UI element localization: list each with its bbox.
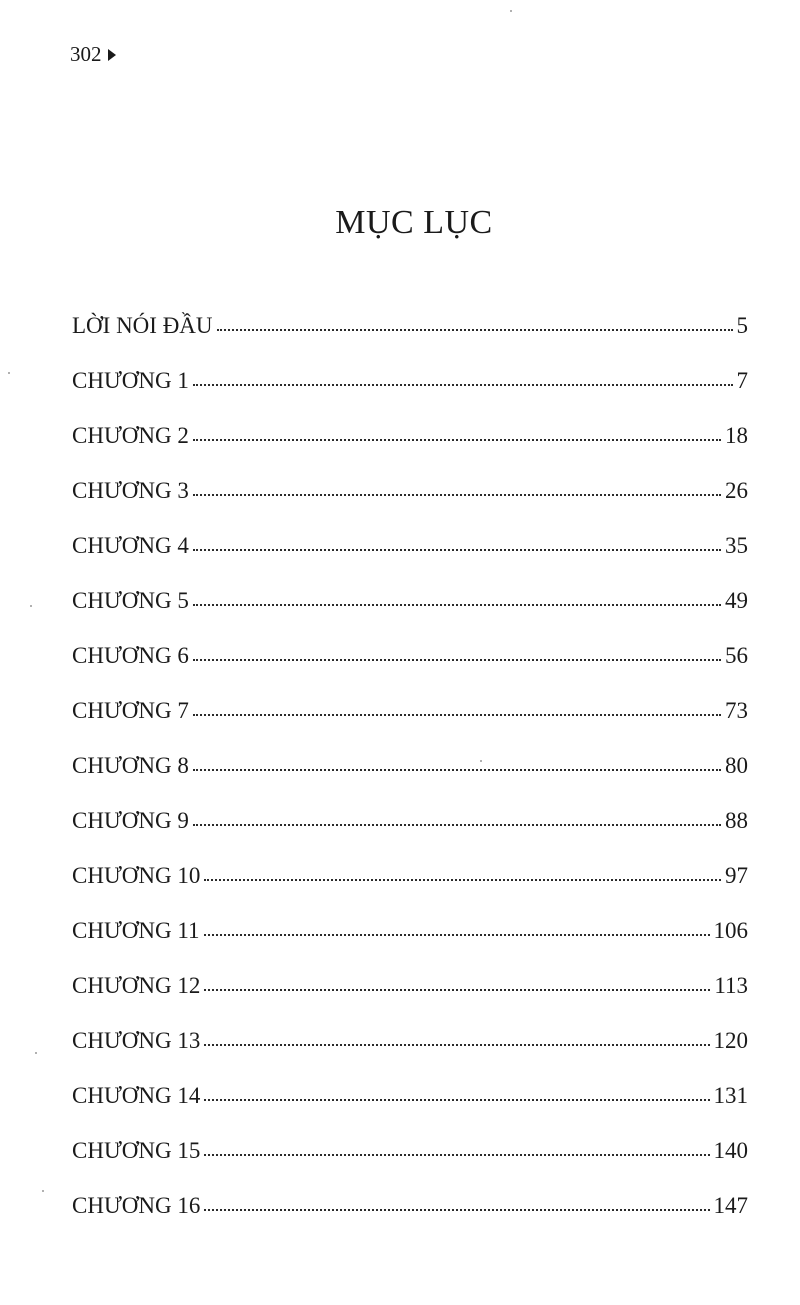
dot-leader: [204, 879, 721, 881]
dot-leader: [204, 1154, 709, 1156]
toc-entry-label: CHƯƠNG 15: [72, 1138, 201, 1163]
toc-entry-label: LỜI NÓI ĐẦU: [72, 313, 213, 338]
toc-entry-page: 147: [713, 1193, 748, 1218]
toc-entry[interactable]: [72, 1076, 748, 1131]
dot-leader: [193, 494, 721, 496]
dot-leader: [204, 934, 710, 936]
toc-entry-page: 26: [725, 478, 748, 503]
toc-entry-label: CHƯƠNG 14: [72, 1083, 201, 1108]
toc-entry-page: 140: [713, 1138, 748, 1163]
toc-entry-label: CHƯƠNG 9: [72, 808, 189, 833]
toc-entry-label: CHƯƠNG 16: [72, 1193, 201, 1218]
toc-entry-page: 7: [736, 368, 748, 393]
toc-entry[interactable]: [72, 746, 748, 801]
toc-entry-label: CHƯƠNG 7: [72, 698, 189, 723]
dot-leader: [204, 1044, 709, 1046]
scan-speck: [480, 760, 482, 762]
toc-entry-page: 120: [713, 1028, 748, 1053]
toc-entry-page: 106: [713, 918, 748, 943]
scan-speck: [35, 1052, 37, 1054]
toc-entry[interactable]: [72, 1021, 748, 1076]
toc-entry-label: CHƯƠNG 1: [72, 368, 189, 393]
toc-entry[interactable]: [72, 856, 748, 911]
toc-entry[interactable]: [72, 801, 748, 856]
toc-entry[interactable]: [72, 911, 748, 966]
dot-leader: [193, 549, 721, 551]
toc-entry-label: CHƯƠNG 10: [72, 863, 201, 888]
dot-leader: [204, 989, 710, 991]
page-title: MỤC LỤC: [335, 204, 493, 241]
toc-entry-label: CHƯƠNG 3: [72, 478, 189, 503]
dot-leader: [193, 824, 721, 826]
toc-entry-page: 88: [725, 808, 748, 833]
toc-entry-page: 35: [725, 533, 748, 558]
triangle-right-icon: [108, 49, 116, 61]
toc-entry[interactable]: [72, 526, 748, 581]
toc-entry-label: CHƯƠNG 8: [72, 753, 189, 778]
toc-entry[interactable]: [72, 416, 748, 471]
dot-leader: [193, 604, 721, 606]
toc-entry-page: 18: [725, 423, 748, 448]
toc-entry-label: CHƯƠNG 6: [72, 643, 189, 668]
dot-leader: [217, 329, 733, 331]
scan-speck: [510, 10, 512, 12]
dot-leader: [193, 384, 733, 386]
page-number: [70, 44, 116, 65]
toc-entry[interactable]: [72, 1131, 748, 1186]
table-of-contents: [72, 306, 748, 1241]
toc-entry-page: 131: [713, 1083, 748, 1108]
dot-leader: [204, 1099, 709, 1101]
toc-entry-page: 97: [725, 863, 748, 888]
toc-entry[interactable]: [72, 471, 748, 526]
dot-leader: [204, 1209, 709, 1211]
dot-leader: [193, 439, 721, 441]
scan-speck: [8, 372, 10, 374]
scan-speck: [30, 605, 32, 607]
toc-entry-page: 49: [725, 588, 748, 613]
toc-entry-label: CHƯƠNG 5: [72, 588, 189, 613]
toc-entry[interactable]: [72, 581, 748, 636]
toc-entry-page: 5: [736, 313, 748, 338]
dot-leader: [193, 769, 721, 771]
toc-entry-label: CHƯƠNG 4: [72, 533, 189, 558]
toc-entry-page: 56: [725, 643, 748, 668]
toc-entry-page: 80: [725, 753, 748, 778]
toc-entry-label: CHƯƠNG 12: [72, 973, 201, 998]
scan-speck: [42, 1190, 44, 1192]
toc-entry[interactable]: [72, 1186, 748, 1241]
toc-entry-label: CHƯƠNG 2: [72, 423, 189, 448]
toc-entry[interactable]: [72, 306, 748, 361]
toc-entry[interactable]: [72, 361, 748, 416]
toc-entry-label: CHƯƠNG 11: [72, 918, 200, 943]
toc-entry[interactable]: [72, 966, 748, 1021]
dot-leader: [193, 714, 721, 716]
toc-entry-label: CHƯƠNG 13: [72, 1028, 201, 1053]
page-number-text: 302: [70, 42, 102, 66]
dot-leader: [193, 659, 721, 661]
toc-entry[interactable]: [72, 636, 748, 691]
toc-entry-page: 113: [714, 973, 748, 998]
toc-entry[interactable]: [72, 691, 748, 746]
toc-entry-page: 73: [725, 698, 748, 723]
